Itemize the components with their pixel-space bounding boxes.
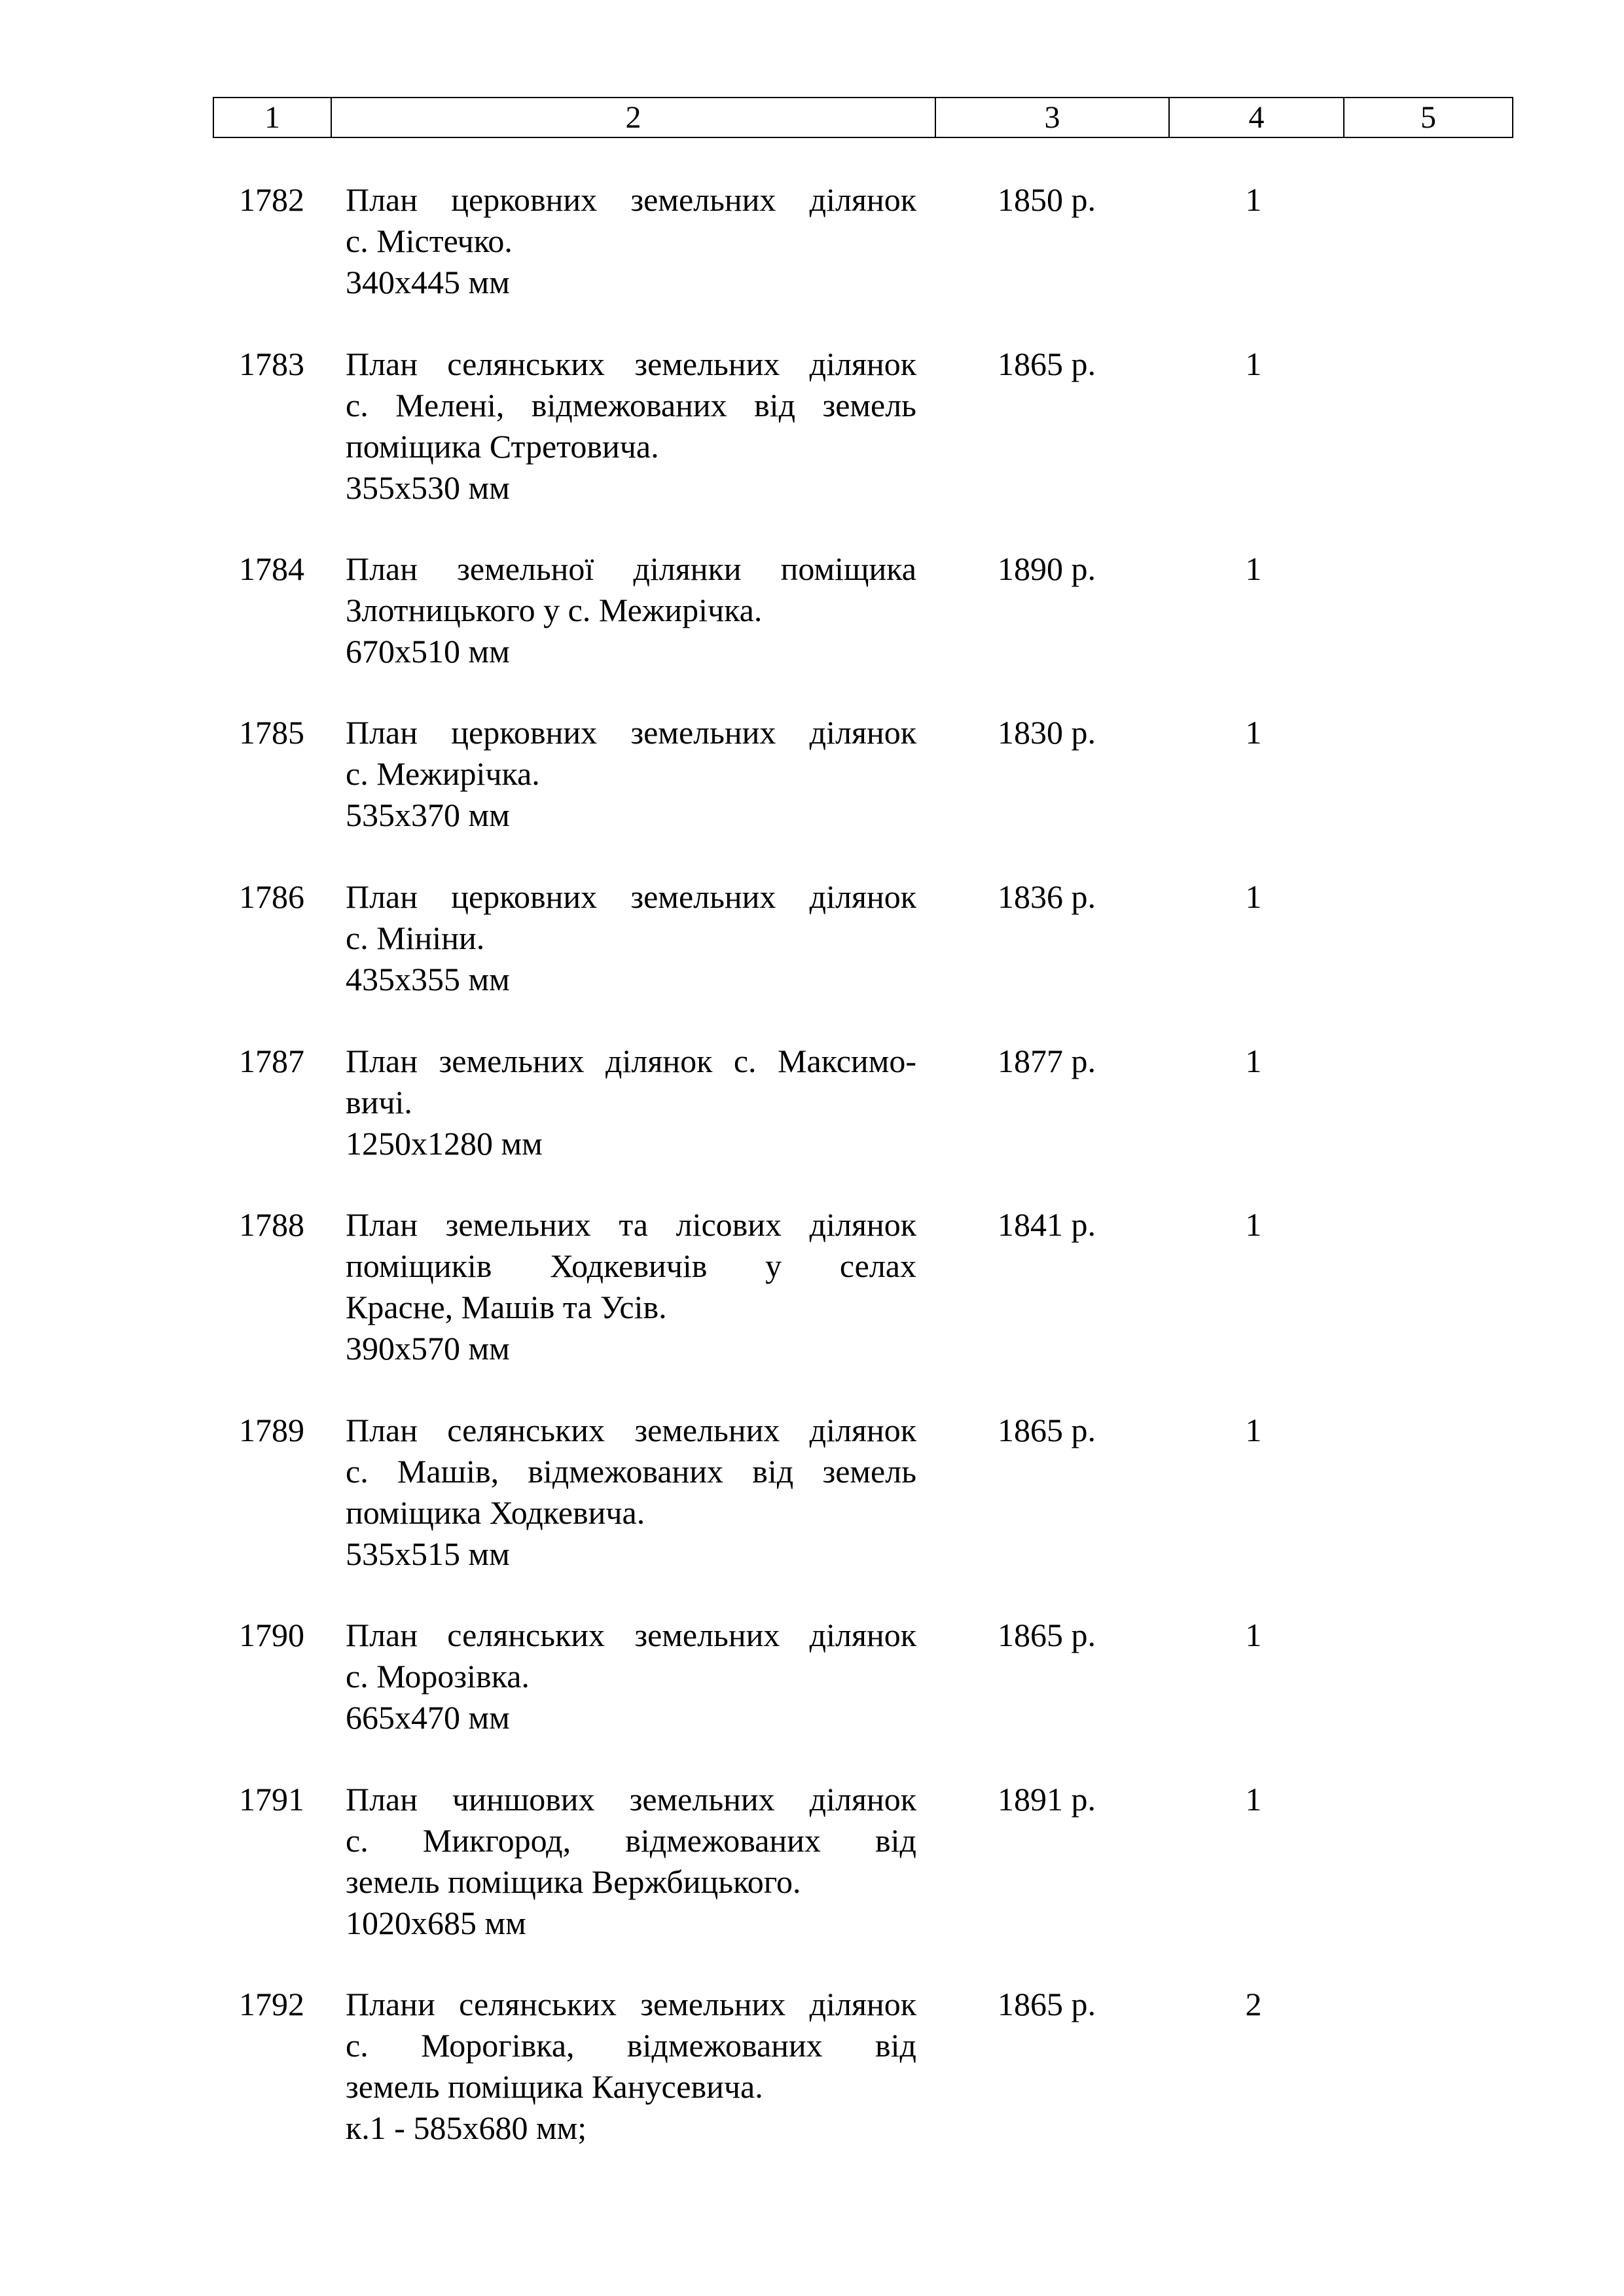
record-description: [346, 1779, 916, 1944]
record-number: 1788: [239, 1206, 304, 1243]
description-line: поміщика Стретовича.: [346, 428, 659, 465]
record-description: [346, 548, 916, 672]
description-line: План чиншових земельних ділянок: [346, 1781, 916, 1818]
record-date: 1865 р.: [998, 1617, 1096, 1653]
column-header-2: 2: [332, 98, 936, 137]
record-description: [346, 1984, 916, 2149]
description-line: поміщиків Ходкевичів у селах: [346, 1247, 916, 1284]
description-line: с. Машів, відмежованих від земель: [346, 1453, 916, 1490]
record-date: 1850 р.: [998, 181, 1096, 218]
column-header-1: 1: [214, 98, 332, 137]
record-number: 1782: [239, 181, 304, 218]
description-line: земель поміщика Вержбицького.: [346, 1863, 801, 1900]
record-number: 1792: [239, 1986, 304, 2022]
description-line: с. Мелені, відмежованих від земель: [346, 387, 916, 423]
description-line: с. Межирічка.: [346, 755, 540, 792]
record-dimensions: 1020х685 мм: [346, 1905, 526, 1941]
description-line: вичі.: [346, 1084, 412, 1121]
column-header-3: 3: [936, 98, 1170, 137]
record-dimensions: 665х470 мм: [346, 1699, 510, 1736]
record-date: 1865 р.: [998, 1986, 1096, 2022]
record-quantity: 1: [1245, 1412, 1262, 1448]
record-description: [346, 876, 916, 1000]
description-line: с. Морогівка, відмежованих від: [346, 2027, 916, 2064]
record-description: [346, 1615, 916, 1738]
description-line: План земельних та лісових ділянок: [346, 1206, 916, 1243]
record-number: 1785: [239, 714, 304, 751]
record-quantity: 1: [1245, 550, 1262, 587]
record-number: 1786: [239, 878, 304, 915]
record-date: 1877 р.: [998, 1043, 1096, 1079]
description-line: План селянських земельних ділянок: [346, 1617, 916, 1653]
record-dimensions: 355х530 мм: [346, 469, 510, 506]
record-number: 1787: [239, 1043, 304, 1079]
description-line: Плани селянських земельних ділянок: [346, 1986, 916, 2022]
record-quantity: 1: [1245, 1781, 1262, 1818]
record-number: 1789: [239, 1412, 304, 1448]
description-line: с. Морозівка.: [346, 1658, 530, 1695]
record-date: 1836 р.: [998, 878, 1096, 915]
description-line: Красне, Машів та Усів.: [346, 1289, 667, 1325]
record-date: 1841 р.: [998, 1206, 1096, 1243]
record-number: 1790: [239, 1617, 304, 1653]
description-line: План церковних земельних ділянок: [346, 181, 916, 218]
description-line: Злотницького у с. Межирічка.: [346, 592, 763, 628]
record-date: 1865 р.: [998, 346, 1096, 382]
record-dimensions: 390х570 мм: [346, 1330, 510, 1367]
record-description: [346, 179, 916, 303]
record-description: [346, 344, 916, 509]
record-dimensions: 670х510 мм: [346, 633, 510, 670]
description-line: План земельних ділянок с. Максимо-: [346, 1043, 916, 1079]
record-description: [346, 1204, 916, 1369]
record-quantity: 1: [1245, 1617, 1262, 1653]
record-dimensions: 535х370 мм: [346, 797, 510, 833]
record-dimensions: 535х515 мм: [346, 1535, 510, 1572]
record-number: 1783: [239, 346, 304, 382]
record-quantity: 1: [1245, 1043, 1262, 1079]
description-line: с. Містечко.: [346, 223, 513, 259]
record-description: [346, 1410, 916, 1575]
description-line: План церковних земельних ділянок: [346, 714, 916, 751]
record-quantity: 1: [1245, 1206, 1262, 1243]
column-header-5: 5: [1420, 100, 1436, 135]
record-date: 1891 р.: [998, 1781, 1096, 1818]
record-description: [346, 712, 916, 836]
record-number: 1791: [239, 1781, 304, 1818]
record-dimensions: к.1 - 585х680 мм;: [346, 2109, 587, 2146]
record-quantity: 1: [1245, 714, 1262, 751]
record-quantity: 2: [1245, 1986, 1262, 2022]
record-dimensions: 1250х1280 мм: [346, 1125, 543, 1162]
record-quantity: 1: [1245, 346, 1262, 382]
record-dimensions: 435х355 мм: [346, 961, 510, 997]
record-date: 1830 р.: [998, 714, 1096, 751]
column-header-4: 4: [1170, 98, 1344, 137]
description-line: План земельної ділянки поміщика: [346, 550, 916, 587]
record-quantity: 1: [1245, 181, 1262, 218]
description-line: План церковних земельних ділянок: [346, 878, 916, 915]
record-quantity: 1: [1245, 878, 1262, 915]
record-date: 1890 р.: [998, 550, 1096, 587]
record-description: [346, 1041, 916, 1164]
column-header-row: [213, 97, 1513, 138]
record-date: 1865 р.: [998, 1412, 1096, 1448]
description-line: с. Микгород, відмежованих від: [346, 1822, 916, 1859]
description-line: План селянських земельних ділянок: [346, 1412, 916, 1448]
description-line: поміщика Ходкевича.: [346, 1494, 645, 1531]
description-line: с. Мініни.: [346, 920, 485, 956]
description-line: земель поміщика Канусевича.: [346, 2068, 763, 2105]
record-number: 1784: [239, 550, 304, 587]
description-line: План селянських земельних ділянок: [346, 346, 916, 382]
record-dimensions: 340х445 мм: [346, 264, 510, 300]
